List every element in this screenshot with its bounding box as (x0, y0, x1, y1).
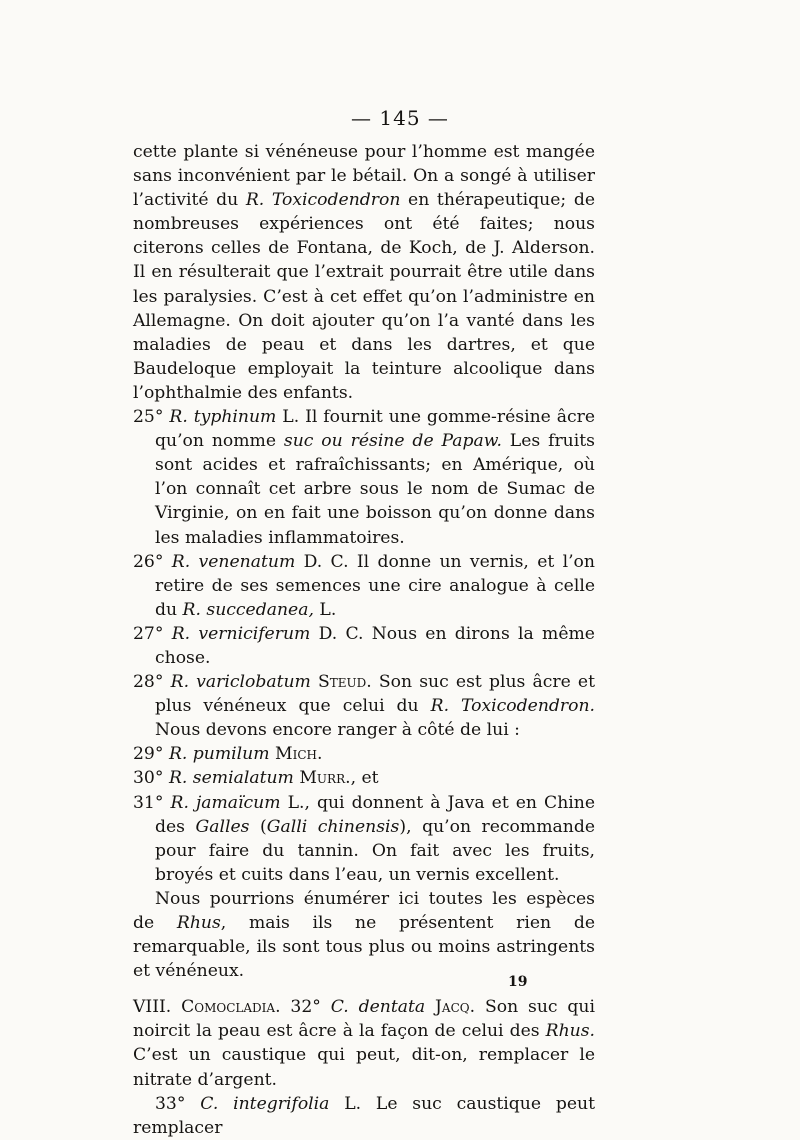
italic-run: Galles (195, 816, 250, 837)
italic-run: C. dentata (330, 997, 426, 1018)
text-run: L. (313, 599, 337, 620)
text-run: 33° (155, 1093, 201, 1114)
text-run: 26° (133, 551, 172, 572)
italic-run: R. Toxicodendron. (430, 696, 595, 717)
paragraph (133, 405, 595, 550)
text-run: L. Il fournit une gomme-résine âcre qu’on nomme (155, 407, 595, 452)
small-caps-run: Comocladia. (181, 997, 281, 1018)
italic-run: R. Toxicodendron (245, 190, 401, 211)
text-run: ), qu’on recommande pour faire du tannin. On fait avec les fruits, broyés et cuits dans l’eau, un vernis excellent. (155, 816, 595, 885)
paragraph (106, 995, 595, 1091)
small-caps-run: Jacq. (435, 997, 476, 1018)
paragraph (133, 670, 595, 742)
text-run: L. Le suc caustique peut remplacer (133, 1093, 595, 1138)
text-run: D. C. Nous en dirons la même chose. (155, 623, 595, 668)
italic-run: suc ou résine de Papaw. (283, 431, 502, 452)
italic-run: R. pumilum (168, 744, 270, 765)
text-run: ( (249, 816, 267, 837)
text-run: cette plante si vénéneuse pour l’homme est mangée sans inconvénient par le bétail. On a songé à utiliser l’activité du (133, 142, 595, 211)
text-run: 25° (133, 407, 170, 428)
paragraph (133, 766, 595, 790)
text-run: 31° (133, 792, 171, 813)
text-run: Son suc est plus âcre et plus vénéneux que celui du (155, 672, 595, 717)
italic-run: R. succedanea, (182, 599, 314, 620)
signature-mark: 19 (508, 974, 528, 990)
paragraph (133, 791, 595, 887)
italic-run: Galli chinensis (266, 816, 400, 837)
text-run: 32° (280, 997, 331, 1018)
text-run: , mais ils ne présentent rien de remarquable, ils sont tous plus ou moins astringents et vénéneux. (133, 913, 595, 982)
text-run: L., qui donnent à Java et en Chine des (155, 792, 595, 837)
text-run: VIII. (133, 997, 182, 1018)
text-run (425, 997, 435, 1017)
text-run: 29° (133, 744, 169, 765)
italic-run: Rhus. (545, 1021, 595, 1042)
text-run: Son suc qui noircit la peau est âcre à la façon de celui des (133, 997, 595, 1042)
text-run: Nous devons encore ranger à côté de lui : (155, 720, 520, 741)
paragraph (133, 742, 595, 766)
text-run: C’est un caustique qui peut, dit-on, remplacer le nitrate d’argent. (133, 1045, 595, 1090)
text-run: en thérapeutique; de nombreuses expériences ont été faites; nous citerons celles de Fontana, de Koch, de J. Alderson. Il en résulterait que l’extrait pourrait être utile dans les paralysies. C’est à cet effet qu’on l’administre en Allemagne. On doit ajouter qu’on l’a vanté dans les maladies de peau et dans les dartres, et que Baudeloque employait la teinture alcoolique dans l’ophthalmie des enfants. (133, 190, 596, 403)
paragraph (133, 622, 595, 670)
text-run: 30° (133, 768, 169, 789)
text-run: Nous pourrions énumérer ici toutes les espèces de (133, 888, 595, 933)
italic-run: C. integrifolia (200, 1093, 330, 1114)
italic-run: R. verniciferum (171, 623, 311, 644)
italic-run: Rhus (176, 913, 221, 933)
paragraph (133, 887, 595, 983)
small-caps-run: Murr. (299, 768, 351, 789)
text-run: , et (350, 768, 379, 789)
text-run: Les fruits sont acides et rafraîchissants; en Amérique, où l’on connaît cet arbre sous le nom de Sumac de Virginie, on en fait une boisson qu’on donne dans les maladies inflammatoires. (155, 431, 595, 548)
paragraph (133, 1092, 595, 1140)
text-run: 28° (133, 672, 171, 693)
paragraph (133, 550, 595, 622)
text-run: 27° (133, 623, 172, 644)
italic-run: R. jamaïcum (170, 792, 281, 813)
small-caps-run: Mich. (275, 744, 323, 765)
text-run (311, 672, 318, 692)
page-number: — 145 — (351, 106, 449, 130)
paragraph (133, 140, 595, 405)
italic-run: R. variclobatum (170, 672, 311, 693)
italic-run: R. typhinum (169, 407, 277, 428)
text-run: D. C. Il donne un vernis, et l’on retire de ses semences une cire analogue à celle du (155, 551, 595, 620)
italic-run: R. venenatum (171, 551, 296, 572)
italic-run: R. semialatum (168, 768, 294, 789)
small-caps-run: Steud. (318, 672, 372, 693)
